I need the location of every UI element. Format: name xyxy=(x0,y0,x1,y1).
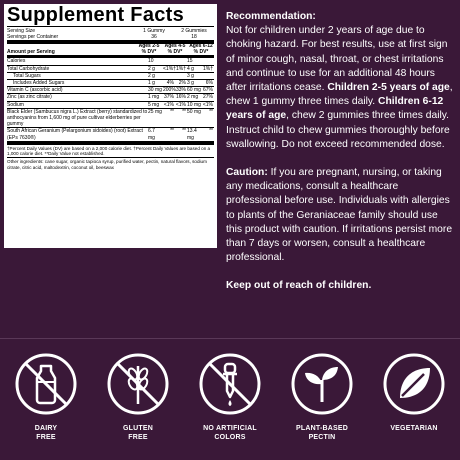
nutrient-value: 2 mg xyxy=(187,94,199,101)
nutrient-value: ** xyxy=(182,108,186,115)
children-2-5-text: , chew 1 gummy three times daily. xyxy=(226,82,453,108)
caution-text: If you are pregnant, nursing, or taking any medications, consult a healthcare professional before use. Individuals with allergies to plants of the Geraniaceae family should use this product with caution. If irritations persist more than 7 days or worsen, consult a healthcare professional. xyxy=(226,167,453,264)
nutrient-value: ** xyxy=(209,128,213,135)
nutrient-name: Sodium xyxy=(7,101,24,108)
nutrient-value: 33% xyxy=(175,87,186,94)
nutrient-value: 37% xyxy=(163,94,174,101)
serving-col2: 2 Gummies xyxy=(181,28,207,34)
serving-col2-count: 18 xyxy=(191,34,197,41)
sprout-icon xyxy=(290,352,354,416)
children-2-5-label: Children 2-5 years of age xyxy=(327,82,450,94)
nutrient-value: 30 mg xyxy=(148,87,162,94)
badge-dairy-free xyxy=(0,352,92,442)
serving-size-label: Serving Size xyxy=(7,28,36,34)
nutrient-row xyxy=(7,86,214,93)
nutrient-value: 6.7 mg xyxy=(148,128,155,141)
nutrient-value: 4% xyxy=(166,80,174,87)
other-ingredients: Other ingredients: cane sugar, organic tapioca syrup, purified water, pectin, natural flavors, sodium citrate, citric acid, maltodextrin, coconut oil, beeswax xyxy=(7,159,207,170)
nutrient-row xyxy=(7,93,214,100)
nutrient-value: 3 g xyxy=(187,80,194,87)
nutrient-value: ** xyxy=(209,108,213,115)
children-6-12-text: , chew 2 gummies three times daily. Instruct child to chew gummies thoroughly before swallowing. Do not exceed recommended dose. xyxy=(226,110,450,150)
badge-vegetarian xyxy=(368,352,460,433)
servings-label: Servings per Container xyxy=(7,34,59,41)
crossed-milk-bottle-icon xyxy=(14,352,78,416)
supplement-facts-panel xyxy=(4,4,217,248)
supplement-facts-title: Supplement Facts xyxy=(7,6,214,27)
nutrient-value: 27% xyxy=(202,94,213,101)
nutrient-table xyxy=(7,57,214,140)
nutrient-row xyxy=(7,57,214,64)
nutrient-name: South African Geranium (Pelargonium sidoides) (root) Extract (EPs 7630®) xyxy=(7,128,143,141)
keep-out-block xyxy=(226,279,456,293)
badge-plant-based-pectin xyxy=(276,352,368,442)
column-header-row xyxy=(7,44,214,55)
badge-dairy-line2: FREE xyxy=(36,434,56,441)
nutrient-value: 25 mg xyxy=(148,108,162,115)
nutrient-value: 6% xyxy=(205,80,213,87)
crossed-wheat-icon xyxy=(106,352,170,416)
col-ages-3: Ages 6-12 xyxy=(189,43,213,50)
badge-no-artificial-colors xyxy=(184,352,276,442)
badge-gluten-line1: GLUTEN xyxy=(123,425,153,432)
nutrient-row xyxy=(7,127,214,140)
nutrient-value: 67% xyxy=(202,87,213,94)
nutrient-value: <1%† xyxy=(163,65,176,72)
nutrient-name: Total Sugars xyxy=(13,72,41,79)
nutrient-value: 5 mg xyxy=(148,101,160,108)
badge-dairy-line1: DAIRY xyxy=(34,425,58,432)
nutrient-value: 10 mg xyxy=(187,101,201,108)
recommendation-block xyxy=(226,10,456,152)
nutrient-name: Vitamin C (ascorbic acid) xyxy=(7,87,63,94)
badge-vegetarian-line1: VEGETARIAN xyxy=(390,425,438,432)
col-dv-1: % DV* xyxy=(141,48,157,55)
amount-per-serving-label: Amount per Serving xyxy=(7,48,55,55)
nutrient-value: 3 g xyxy=(187,72,194,79)
nutrient-value: 50 mg xyxy=(187,108,201,115)
nutrient-value: 2% xyxy=(178,80,186,87)
nutrient-name: Zinc (as zinc citrate) xyxy=(7,94,52,101)
nutrient-name: Calories xyxy=(7,58,26,65)
crossed-dropper-icon xyxy=(198,352,262,416)
col-ages-2: Ages 4-5 xyxy=(164,43,186,50)
nutrient-value: 2 g xyxy=(148,72,155,79)
nutrient-name: Includes Added Sugars xyxy=(13,80,65,87)
nutrient-value: 16% xyxy=(175,94,186,101)
nutrient-value: ** xyxy=(170,108,174,115)
badge-row xyxy=(0,352,460,452)
nutrient-row xyxy=(7,79,214,86)
nutrient-row xyxy=(7,101,214,108)
col-dv-3: % DV* xyxy=(193,48,209,55)
nutrient-value: 1 mg xyxy=(148,94,160,101)
nutrient-name: Total Carbohydrate xyxy=(7,65,50,72)
recommendation-heading: Recommendation: xyxy=(226,11,316,22)
badge-gluten-line2: FREE xyxy=(128,434,148,441)
nutrient-row xyxy=(7,65,214,72)
nutrient-value: 60 mg xyxy=(187,87,201,94)
nutrient-value: 200% xyxy=(163,87,176,94)
badge-pectin-line1: PLANT-BASED xyxy=(296,425,348,432)
directions-column xyxy=(226,10,456,308)
children-6-12-label: Children 6-12 years of age xyxy=(226,96,444,122)
nutrient-value: <1% xyxy=(175,101,186,108)
keep-out-text: Keep out of reach of children. xyxy=(226,280,372,292)
nutrient-name: Black Elder (Sambucus nigra L.) Extract (berry) standardized to anthocyanins from 1,600 mg of pure cultivar elderberries per gummy xyxy=(7,108,148,128)
nutrient-value: 1%† xyxy=(202,65,213,72)
nutrient-row xyxy=(7,72,214,79)
leaf-icon xyxy=(382,352,446,416)
nutrient-value: 1 g xyxy=(148,80,155,87)
caution-heading: Caution: xyxy=(226,167,268,179)
col-ages-1: Ages 2-5 xyxy=(138,43,160,50)
badge-gluten-free xyxy=(92,352,184,442)
nutrient-row xyxy=(7,108,214,128)
nutrient-value: <1% xyxy=(202,101,213,108)
nutrient-value: 15 xyxy=(187,58,193,65)
caution-block xyxy=(226,166,456,265)
badge-colors-line2: COLORS xyxy=(214,434,246,441)
badge-colors-line1: NO ARTIFICIAL xyxy=(203,425,257,432)
col-dv-2: % DV* xyxy=(167,48,183,55)
nutrient-value: 4 g xyxy=(187,65,194,72)
nutrient-value: ** xyxy=(182,128,186,135)
nutrient-value: 1%† xyxy=(175,65,186,72)
nutrient-value: ** xyxy=(170,128,174,135)
serving-col1-count: 36 xyxy=(151,34,157,41)
recommendation-text: Not for children under 2 years of age due to choking hazard. For best results, use at first sign of minor cough, nasal, throat, or chest irritations and continue to use for an additional 48 hours after irritations cease. xyxy=(226,25,448,94)
section-divider xyxy=(0,338,460,339)
nutrient-value: <1% xyxy=(163,101,174,108)
daily-value-footnote: †Percent Daily Values (DV) are based on a 2,000 calorie diet. †Percent Daily Values are based on a 1,000 calorie diet. **Daily Value not established. xyxy=(7,145,211,157)
badge-pectin-line2: PECTIN xyxy=(308,434,336,441)
nutrient-value: 13.4 mg xyxy=(187,128,197,141)
serving-col1: 1 Gummy xyxy=(143,28,165,34)
nutrient-value: 10 xyxy=(148,58,154,65)
nutrient-value: 2 g xyxy=(148,65,155,72)
